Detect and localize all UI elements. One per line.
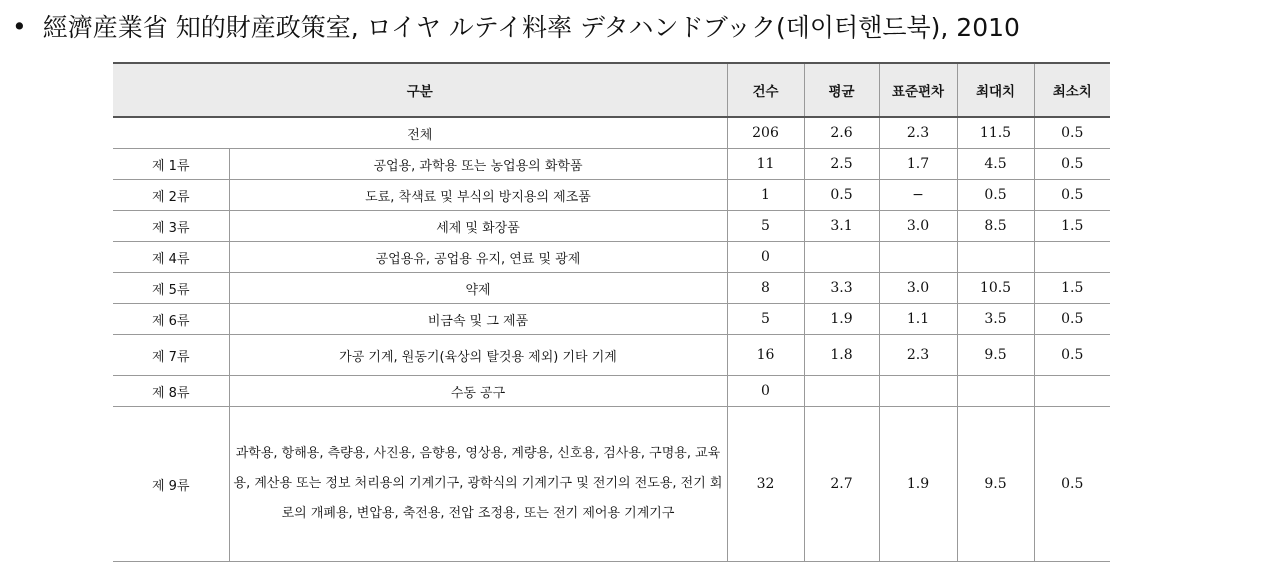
class-cell: 제 4류: [113, 242, 229, 273]
max-cell: 9.5: [957, 407, 1034, 562]
total-row: [113, 117, 1110, 149]
class-cell: 제 3류: [113, 211, 229, 242]
total-label: 전체: [113, 117, 727, 149]
count-cell: 0: [727, 242, 804, 273]
sd-cell: 1.7: [879, 149, 957, 180]
header-count: 건수: [727, 63, 804, 117]
max-cell: [957, 242, 1034, 273]
min-cell: 0.5: [1034, 149, 1110, 180]
max-cell: 4.5: [957, 149, 1034, 180]
total-mean: 2.6: [804, 117, 879, 149]
mean-cell: [804, 376, 879, 407]
table-row: [113, 376, 1110, 407]
mean-cell: 1.8: [804, 335, 879, 376]
sd-cell: 3.0: [879, 211, 957, 242]
min-cell: 1.5: [1034, 211, 1110, 242]
table-row: [113, 273, 1110, 304]
min-cell: 0.5: [1034, 304, 1110, 335]
header-min: 최소치: [1034, 63, 1110, 117]
table-row: [113, 304, 1110, 335]
count-cell: 5: [727, 211, 804, 242]
mean-cell: 1.9: [804, 304, 879, 335]
count-cell: 5: [727, 304, 804, 335]
description-cell: 비금속 및 그 제품: [229, 304, 727, 335]
mean-cell: 2.7: [804, 407, 879, 562]
class-cell: 제 8류: [113, 376, 229, 407]
count-cell: 32: [727, 407, 804, 562]
count-cell: 11: [727, 149, 804, 180]
description-cell: 약제: [229, 273, 727, 304]
max-cell: 8.5: [957, 211, 1034, 242]
header-category: 구분: [113, 63, 727, 117]
table-row: [113, 180, 1110, 211]
description-cell: 공업용유, 공업용 유지, 연료 및 광제: [229, 242, 727, 273]
description-cell: 과학용, 항해용, 측량용, 사진용, 음향용, 영상용, 계량용, 신호용, 검사용, 구명용, 교육용, 계산용 또는 정보 처리용의 기계기구, 광학식의 기계기구 및 전기의 전도용, 전기 회로의 개폐용, 변압용, 축전용, 전압 조정용, 또는 전기 제어용 기계기구: [229, 407, 727, 562]
table-row: [113, 242, 1110, 273]
sd-cell: 3.0: [879, 273, 957, 304]
class-cell: 제 7류: [113, 335, 229, 376]
table-row: [113, 407, 1110, 562]
mean-cell: 3.1: [804, 211, 879, 242]
sd-cell: [879, 376, 957, 407]
class-cell: 제 1류: [113, 149, 229, 180]
total-sd: 2.3: [879, 117, 957, 149]
sd-cell: 1.9: [879, 407, 957, 562]
total-count: 206: [727, 117, 804, 149]
class-cell: 제 2류: [113, 180, 229, 211]
description-cell: 가공 기계, 원동기(육상의 탈것용 제외) 기타 기계: [229, 335, 727, 376]
bullet-icon: •: [12, 11, 27, 41]
mean-cell: [804, 242, 879, 273]
min-cell: 0.5: [1034, 180, 1110, 211]
table-row: [113, 211, 1110, 242]
class-cell: 제 6류: [113, 304, 229, 335]
count-cell: 0: [727, 376, 804, 407]
total-min: 0.5: [1034, 117, 1110, 149]
table-row: [113, 149, 1110, 180]
sd-cell: −: [879, 180, 957, 211]
max-cell: 0.5: [957, 180, 1034, 211]
description-cell: 공업용, 과학용 또는 농업용의 화학품: [229, 149, 727, 180]
min-cell: [1034, 242, 1110, 273]
max-cell: 10.5: [957, 273, 1034, 304]
header-sd: 표준편차: [879, 63, 957, 117]
sd-cell: 1.1: [879, 304, 957, 335]
mean-cell: 3.3: [804, 273, 879, 304]
header-row: [113, 63, 1110, 117]
class-cell: 제 5류: [113, 273, 229, 304]
description-cell: 도료, 착색료 및 부식의 방지용의 제조품: [229, 180, 727, 211]
header-mean: 평균: [804, 63, 879, 117]
max-cell: 3.5: [957, 304, 1034, 335]
min-cell: 0.5: [1034, 407, 1110, 562]
slide-title-text: 經濟産業省 知的財産政策室, ロイヤ ルテイ料率 デタハンドブック(데이터핸드북), 2010: [42, 13, 1020, 42]
total-max: 11.5: [957, 117, 1034, 149]
description-cell: 수동 공구: [229, 376, 727, 407]
header-max: 최대치: [957, 63, 1034, 117]
table-row: [113, 335, 1110, 376]
mean-cell: 2.5: [804, 149, 879, 180]
sd-cell: 2.3: [879, 335, 957, 376]
sd-cell: [879, 242, 957, 273]
mean-cell: 0.5: [804, 180, 879, 211]
count-cell: 8: [727, 273, 804, 304]
count-cell: 16: [727, 335, 804, 376]
max-cell: [957, 376, 1034, 407]
slide-title: [12, 4, 1020, 48]
min-cell: 1.5: [1034, 273, 1110, 304]
max-cell: 9.5: [957, 335, 1034, 376]
description-cell: 세제 및 화장품: [229, 211, 727, 242]
count-cell: 1: [727, 180, 804, 211]
class-cell: 제 9류: [113, 407, 229, 562]
royalty-rate-table: [113, 62, 1110, 562]
min-cell: [1034, 376, 1110, 407]
min-cell: 0.5: [1034, 335, 1110, 376]
